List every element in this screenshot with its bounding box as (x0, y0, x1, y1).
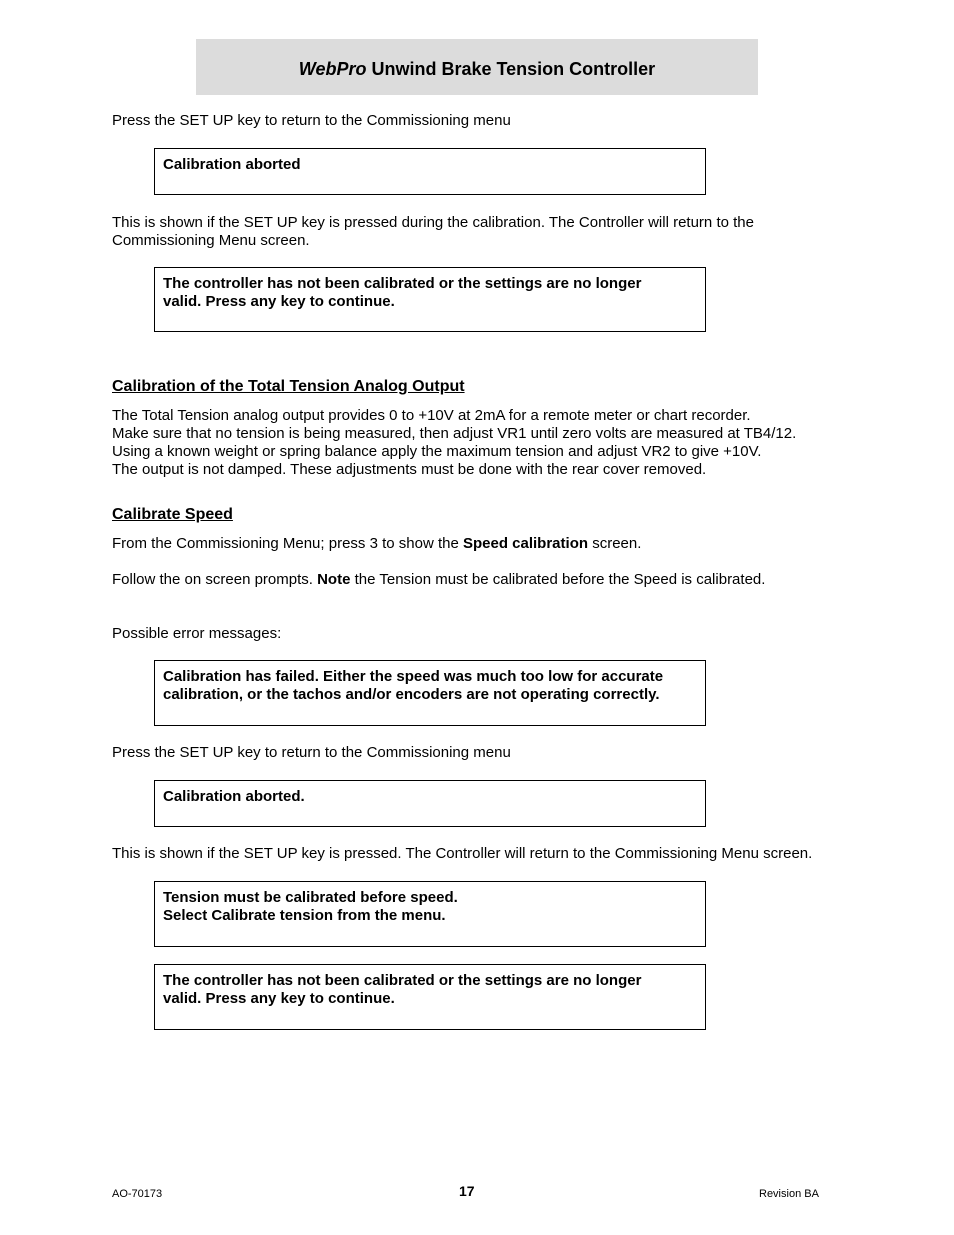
title-rest: Unwind Brake Tension Controller (366, 59, 656, 79)
p4-post: screen. (588, 535, 642, 552)
footer-revision: Revision BA (759, 1188, 819, 1200)
note-term: Note (317, 571, 351, 588)
section-heading-total-tension-analog-output: Calibration of the Total Tension Analog Output (112, 378, 465, 395)
section-heading-calibrate-speed: Calibrate Speed (112, 506, 233, 523)
paragraph-return-menu-2: Press the SET UP key to return to the Commissioning menu (112, 744, 511, 761)
paragraph-follow-prompts (112, 571, 765, 589)
paragraph-return-menu-1: Press the SET UP key to return to the Commissioning menu (112, 112, 511, 129)
speed-calibration-term: Speed calibration (462, 535, 589, 552)
message-box-calibration-failed: Calibration has failed. Either the speed was much too low for accurate calibration, or the tachos and/or encoders are not operating correctly. (154, 660, 706, 726)
p5-post: the Tension must be calibrated before the Speed is calibrated. (350, 571, 766, 588)
message-box-tension-before-speed: Tension must be calibrated before speed. Select Calibrate tension from the menu. (154, 881, 706, 947)
message-box-not-calibrated-2: The controller has not been calibrated or the settings are no longer valid. Press any key to continue. (154, 964, 706, 1030)
footer-page-number: 17 (459, 1183, 475, 1199)
p5-pre: Follow the on screen prompts. (112, 571, 318, 588)
message-box-not-calibrated-1: The controller has not been calibrated or the settings are no longer valid. Press any key to continue. (154, 267, 706, 332)
paragraph-setup-pressed: This is shown if the SET UP key is pressed. The Controller will return to the Commissioning Menu screen. (112, 845, 813, 862)
page-title (196, 58, 758, 80)
p4-pre: From the Commissioning Menu; press 3 to show the (112, 535, 463, 552)
message-box-calibration-aborted: Calibration aborted (154, 148, 706, 195)
footer-doc-number: AO-70173 (112, 1188, 163, 1200)
paragraph-speed-calibration-screen (112, 535, 641, 553)
paragraph-possible-errors: Possible error messages: (112, 625, 282, 642)
paragraph-setup-pressed-during-calibration: This is shown if the SET UP key is pressed during the calibration. The Controller will return to the Commissioning Menu screen. (112, 214, 754, 249)
product-name: WebPro (298, 59, 367, 79)
paragraph-analog-output-instructions: The Total Tension analog output provides 0 to +10V at 2mA for a remote meter or chart recorder. Make sure that no tension is being measured, then adjust VR1 until zero volts are measured at TB4/12. Using a known weight or spring balance apply the maximum tension and adjust VR2 to give +10V. The output is not damped. These adjustments must be done with the rear cover removed. (112, 407, 797, 478)
message-box-calibration-aborted-2: Calibration aborted. (154, 780, 706, 827)
